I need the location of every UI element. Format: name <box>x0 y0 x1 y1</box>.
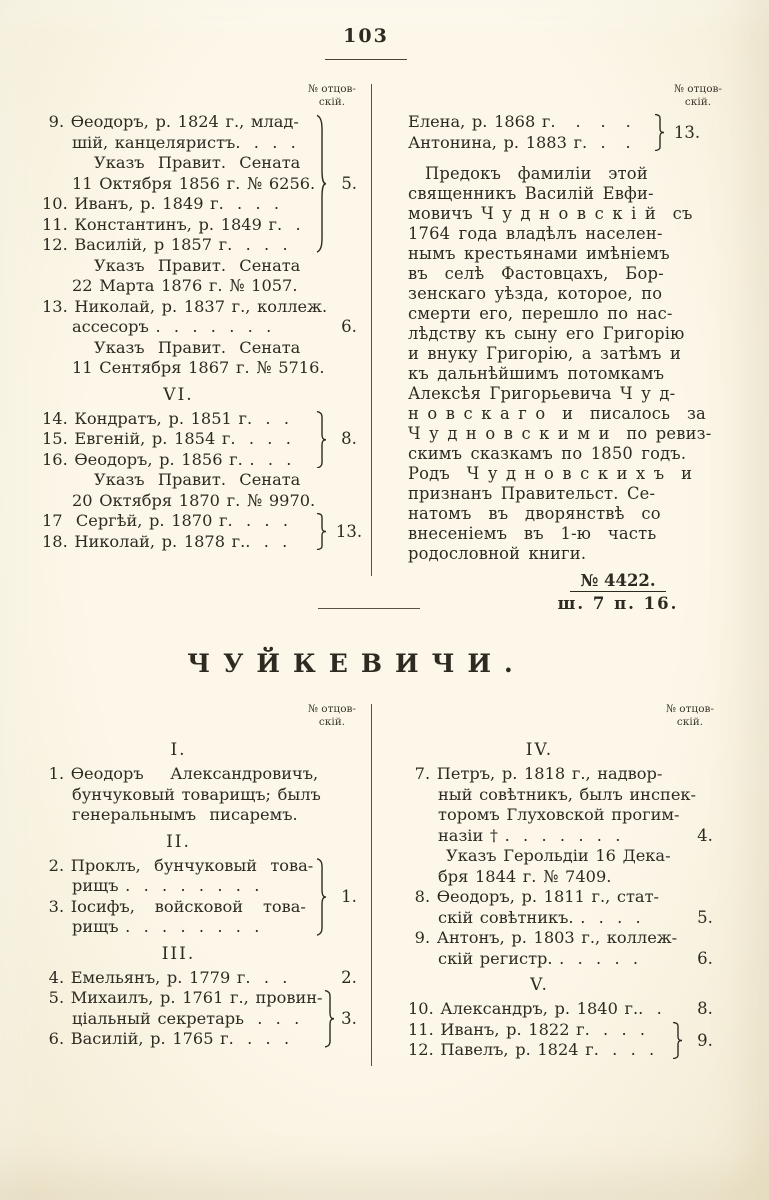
brace-cell <box>315 215 328 236</box>
entry-text: скій регистр. . . . . . <box>438 948 639 968</box>
entry-line <box>408 826 726 847</box>
father-number: 4. <box>697 825 713 845</box>
section-heading: I. <box>170 740 187 760</box>
father-number-cell <box>328 470 370 491</box>
bottom-left-column <box>42 704 370 1050</box>
father-number-cell <box>328 450 370 471</box>
entry-text: 2. Проклъ, бунчуковый това- <box>42 855 314 875</box>
paragraph-line: внесеніемъ въ 1-ю часть <box>408 524 657 543</box>
entry-line <box>42 317 370 338</box>
entry-text: шій, канцеляристъ. . . . <box>72 132 296 152</box>
header-line-2: скій. <box>676 715 704 728</box>
entry-text: 16. Ѳеодоръ, р. 1856 г. . . . <box>42 449 292 469</box>
brace-cell <box>315 235 328 256</box>
entry-list <box>42 112 370 552</box>
brace-cell <box>671 908 684 929</box>
column-rule-bottom <box>371 704 372 1066</box>
entry-line <box>42 215 370 236</box>
entry-text: 10. Иванъ, р. 1849 г. . . . <box>42 194 280 213</box>
entry-line <box>42 235 370 256</box>
paragraph-line: н о в с к а г о и писалось за <box>408 404 706 423</box>
father-number-cell <box>684 949 726 970</box>
entry-line <box>42 429 370 450</box>
brace-cell <box>315 897 328 918</box>
entry-line <box>42 532 370 553</box>
brace-cell <box>315 511 328 532</box>
father-number: 5. <box>697 907 713 927</box>
entry-line <box>408 928 726 949</box>
entry-line <box>408 908 726 929</box>
brace-cell <box>315 409 328 430</box>
father-number-cell <box>684 764 726 785</box>
entry-line <box>42 785 370 806</box>
entry-text: 11. Иванъ, р. 1822 г. . . . <box>408 1019 646 1039</box>
entry-text: 11 Сентября 1867 г. № 5716. <box>72 358 325 377</box>
paragraph-line: смерти его, перешло по нас- <box>408 304 673 323</box>
entry-text: Антонина, р. 1883 г. . . <box>408 132 631 152</box>
brace-cell <box>315 338 328 359</box>
brace-cell <box>315 112 328 133</box>
father-number-cell <box>328 153 370 174</box>
brace-cell <box>696 785 709 806</box>
brace-cell <box>671 764 684 785</box>
entry-line <box>42 276 370 297</box>
entry-text: Елена, р. 1868 г. . . . <box>408 112 631 131</box>
brace-cell <box>327 297 340 318</box>
entry-text: 14. Кондратъ, р. 1851 г. . . <box>42 408 289 428</box>
entry-text: скій совѣтникъ. . . . . <box>438 907 641 927</box>
header-line-2: скій. <box>684 95 712 108</box>
brace-cell <box>315 450 328 471</box>
father-number-cell <box>328 491 370 512</box>
paragraph-line: скимъ сказкамъ по 1850 годъ. <box>408 444 687 463</box>
entry-list <box>408 112 708 153</box>
father-number: 2. <box>341 967 357 987</box>
father-number-cell <box>690 928 732 949</box>
father-number-cell <box>666 112 708 142</box>
father-number: 13. <box>673 123 701 142</box>
father-number-cell <box>328 338 370 359</box>
father-number-cell <box>328 917 370 938</box>
entry-text: назіи † . . . . . . . <box>438 825 621 845</box>
father-number-cell <box>328 968 370 989</box>
father-number-cell <box>328 409 370 430</box>
brace-cell <box>315 1029 328 1050</box>
paragraph-line: священникъ Василій Евфи- <box>408 184 654 203</box>
entry-text: Указъ Правит. Сената <box>94 255 301 275</box>
brace-cell <box>671 826 684 847</box>
brace-cell <box>671 867 684 888</box>
column-rule-top <box>371 84 372 576</box>
entry-text: 9. Антонъ, р. 1803 г., коллеж- <box>408 928 678 947</box>
father-number: 8. <box>697 999 713 1018</box>
brace-cell <box>325 358 338 379</box>
brace-cell <box>677 928 690 949</box>
paragraph-line: Родъ Ч у д н о в с к и х ъ и <box>408 464 693 483</box>
entry-text: 5. Михаилъ, р. 1761 г., провин- <box>42 988 323 1007</box>
brace-cell <box>315 1009 328 1030</box>
case-reference <box>538 571 698 613</box>
brace-cell <box>315 317 328 338</box>
entry-line <box>408 846 726 867</box>
father-number-cell <box>684 908 726 929</box>
case-reference-sub: ш. 7 п. 16. <box>557 594 679 613</box>
paragraph-line: Предокъ фамиліи этой <box>425 164 648 183</box>
entry-line <box>42 1009 370 1030</box>
entry-text: 10. Александръ, р. 1840 г.. . <box>408 999 662 1018</box>
brace-cell <box>315 805 328 826</box>
entry-text: рищъ . . . . . . . . <box>72 917 260 936</box>
father-number-cell <box>709 785 751 806</box>
entry-text: 6. Василій, р. 1765 г. . . . <box>42 1029 290 1048</box>
entry-text: бря 1844 г. № 7409. <box>438 866 612 886</box>
entry-text: 11. Константинъ, р. 1849 г. . <box>42 214 301 234</box>
paragraph-line: признанъ Правительст. Се- <box>408 484 656 503</box>
father-number-cell <box>328 276 370 297</box>
entry-text: 11 Октября 1856 г. № 6256. <box>72 173 316 193</box>
brace-cell <box>671 999 684 1020</box>
entry-text: ассесоръ . . . . . . . <box>72 317 272 336</box>
father-number-cell <box>328 876 370 906</box>
brace-cell <box>315 194 328 215</box>
father-number-cell <box>684 846 726 867</box>
entry-line <box>42 409 370 430</box>
paragraph-line: зенскаго уѣзда, которое, по <box>408 284 663 303</box>
entry-text: 17 Сергѣй, р. 1870 г. . . . <box>42 511 288 530</box>
brace-cell <box>315 470 328 491</box>
brace-cell <box>315 491 328 512</box>
entry-line <box>42 917 370 938</box>
header-line-2: скій. <box>318 95 346 108</box>
entry-text: 3. Іосифъ, войсковой това- <box>42 896 306 916</box>
father-number-cell <box>328 511 370 541</box>
section-heading: III. <box>161 943 196 964</box>
entry-line <box>42 450 370 471</box>
entry-text: ный совѣтникъ, былъ инспек- <box>438 784 696 804</box>
brace-cell <box>671 887 684 908</box>
brace-cell <box>323 988 336 1009</box>
entry-text: Указъ Правит. Сената <box>94 153 301 172</box>
entry-line <box>42 491 370 512</box>
brace-cell <box>671 1020 684 1041</box>
paragraph-line: мовичъ Ч у д н о в с к і й съ <box>408 204 693 223</box>
entry-line <box>42 968 370 989</box>
paragraph-line: родословной книги. <box>408 544 587 563</box>
entry-line <box>408 949 726 970</box>
entry-line <box>42 256 370 277</box>
entry-line <box>42 856 370 877</box>
father-number-cell <box>328 805 370 826</box>
entry-text: Указъ Правит. Сената <box>94 337 301 357</box>
paragraph-line: нымъ крестьянами имѣніемъ <box>408 244 670 263</box>
header-line-1: № отцов- <box>674 83 722 95</box>
entry-text: торомъ Глуховской прогим- <box>438 805 680 824</box>
entry-line <box>42 764 370 785</box>
entry-text: Указъ Правит. Сената <box>94 470 301 489</box>
brace-cell <box>671 846 684 867</box>
brace-cell <box>315 153 328 174</box>
entry-line <box>408 999 726 1020</box>
father-number-cell <box>328 133 370 154</box>
section-heading: II. <box>166 831 191 852</box>
father-number: 5. <box>341 173 358 193</box>
entry-line <box>42 805 370 826</box>
entry-list <box>42 734 370 1050</box>
father-number: 1. <box>341 887 357 906</box>
brace-cell <box>315 917 328 938</box>
entry-text: 4. Емельянъ, р. 1779 г. . . <box>42 967 288 987</box>
father-number-cell <box>684 826 726 847</box>
entry-text: 8. Ѳеодоръ, р. 1811 г., стат- <box>408 887 660 906</box>
father-number: 6. <box>341 317 357 336</box>
paragraph-line: Алексѣя Григорьевича Ч у д- <box>408 384 676 403</box>
father-number-cell <box>328 112 370 133</box>
entry-line <box>408 805 726 826</box>
brace-cell <box>315 968 328 989</box>
header-line-2: скій. <box>318 715 346 728</box>
page-number: 103 <box>343 25 389 47</box>
entry-line <box>42 133 370 154</box>
father-number-cell <box>684 1020 726 1050</box>
entry-line <box>42 988 370 1009</box>
brace-cell <box>315 174 328 195</box>
brace-cell <box>315 429 328 450</box>
brace-cell <box>679 805 692 826</box>
section-divider <box>318 608 420 609</box>
entry-line <box>42 174 370 195</box>
paragraph-line: въ селѣ Фастовцахъ, Бор- <box>408 264 664 283</box>
entry-line <box>42 153 370 174</box>
entry-line <box>408 867 726 888</box>
entry-line <box>42 338 370 359</box>
paragraph-line: лѣдству къ сыну его Григорію <box>408 324 685 343</box>
brace-cell <box>315 276 328 297</box>
entry-line <box>408 887 726 908</box>
entry-text: 15. Евгеній, р. 1854 г. . . . <box>42 429 291 448</box>
header-line-1: № отцов- <box>308 703 356 715</box>
bottom-right-column <box>408 704 726 1061</box>
entry-line <box>408 785 726 806</box>
brace-cell <box>318 764 331 785</box>
father-number-cell <box>328 429 370 450</box>
case-number: № 4422. <box>570 571 665 592</box>
entry-line <box>42 194 370 215</box>
entry-text: 18. Николай, р. 1878 г.. . . <box>42 531 288 551</box>
entry-line <box>42 297 370 318</box>
entry-text: бунчуковый товарищъ; былъ <box>72 784 321 804</box>
entry-text: Указъ Герольдіи 16 Дека- <box>446 846 671 865</box>
paragraph-line: къ дальнѣйшимъ потомкамъ <box>408 364 665 383</box>
entry-text: рищъ . . . . . . . . <box>72 876 260 895</box>
father-number: 3. <box>341 1008 357 1028</box>
father-number-cell <box>692 805 734 826</box>
brace-cell <box>321 785 334 806</box>
entry-text: 7. Петръ, р. 1818 г., надвор- <box>408 764 663 783</box>
paragraph-line: и внуку Григорію, а затѣмъ и <box>408 344 682 363</box>
section-heading: V. <box>530 975 549 995</box>
paragraph-line: Ч у д н о в с к и м и по ревиз- <box>408 424 712 443</box>
entry-text: 13. Николай, р. 1837 г., коллеж. <box>42 296 328 316</box>
entry-line <box>42 358 370 379</box>
brace-cell <box>315 876 328 897</box>
entry-text: генеральнымъ писаремъ. <box>72 805 298 824</box>
father-number: 8. <box>341 429 357 448</box>
entry-line <box>408 133 708 154</box>
entry-text: 9. Ѳеодоръ, р. 1824 г., млад- <box>42 112 299 131</box>
father-number-cell <box>328 317 370 338</box>
section-heading: VI. <box>163 384 194 405</box>
paragraph-line: натомъ въ дворянствѣ со <box>408 504 661 523</box>
entry-list <box>408 734 726 1061</box>
father-number-cell <box>328 174 370 195</box>
father-number-cell <box>328 256 370 277</box>
entry-text: 22 Марта 1876 г. № 1057. <box>72 276 298 295</box>
brace-cell <box>653 112 666 133</box>
brace-cell <box>671 1040 684 1061</box>
entry-line <box>42 112 370 133</box>
paragraph-line: 1764 года владѣлъ населен- <box>408 224 663 243</box>
entry-line <box>408 1040 726 1061</box>
entry-text: 20 Октября 1870 г. № 9970. <box>72 490 316 510</box>
father-number: 6. <box>697 948 713 968</box>
father-number-cell <box>684 867 726 888</box>
entry-text: ціальный секретарь . . . <box>72 1008 300 1028</box>
entry-text: 12. Василій, р 1857 г. . . . <box>42 235 288 254</box>
entry-line <box>42 1029 370 1050</box>
top-right-column <box>408 84 734 613</box>
entry-text: 1. Ѳеодоръ Александровичъ, <box>42 764 319 783</box>
brace-cell <box>671 949 684 970</box>
brace-cell <box>315 133 328 154</box>
father-number-column-header <box>296 703 368 728</box>
family-history-paragraph <box>408 164 718 564</box>
father-number-cell <box>328 194 370 215</box>
brace-cell <box>315 856 328 877</box>
father-number-column-header <box>662 83 734 108</box>
brace-cell <box>315 256 328 277</box>
father-number-cell <box>328 856 370 877</box>
father-number-cell <box>340 297 382 318</box>
page-number-underline <box>325 59 407 60</box>
father-number-column-header <box>296 83 368 108</box>
brace-cell <box>653 133 666 154</box>
brace-cell <box>315 532 328 553</box>
entry-line <box>42 470 370 491</box>
father-number-cell <box>684 999 726 1020</box>
header-line-1: № отцов- <box>666 703 714 715</box>
father-number-cell <box>328 215 370 236</box>
father-number-cell <box>331 764 373 785</box>
father-number-cell <box>334 785 376 806</box>
entry-line <box>408 764 726 785</box>
entry-line <box>42 897 370 918</box>
father-number-cell <box>328 235 370 256</box>
father-number: 9. <box>697 1030 713 1050</box>
father-number: 13. <box>335 522 363 541</box>
father-number-cell <box>684 887 726 908</box>
father-number-column-header <box>654 703 726 728</box>
entry-text: 12. Павелъ, р. 1824 г. . . . <box>408 1040 655 1059</box>
father-number-cell <box>338 358 380 379</box>
header-line-1: № отцов- <box>308 83 356 95</box>
family-heading: ЧУЙКЕВИЧИ. <box>187 649 526 678</box>
section-heading: IV. <box>525 740 554 760</box>
top-left-column <box>42 84 370 552</box>
